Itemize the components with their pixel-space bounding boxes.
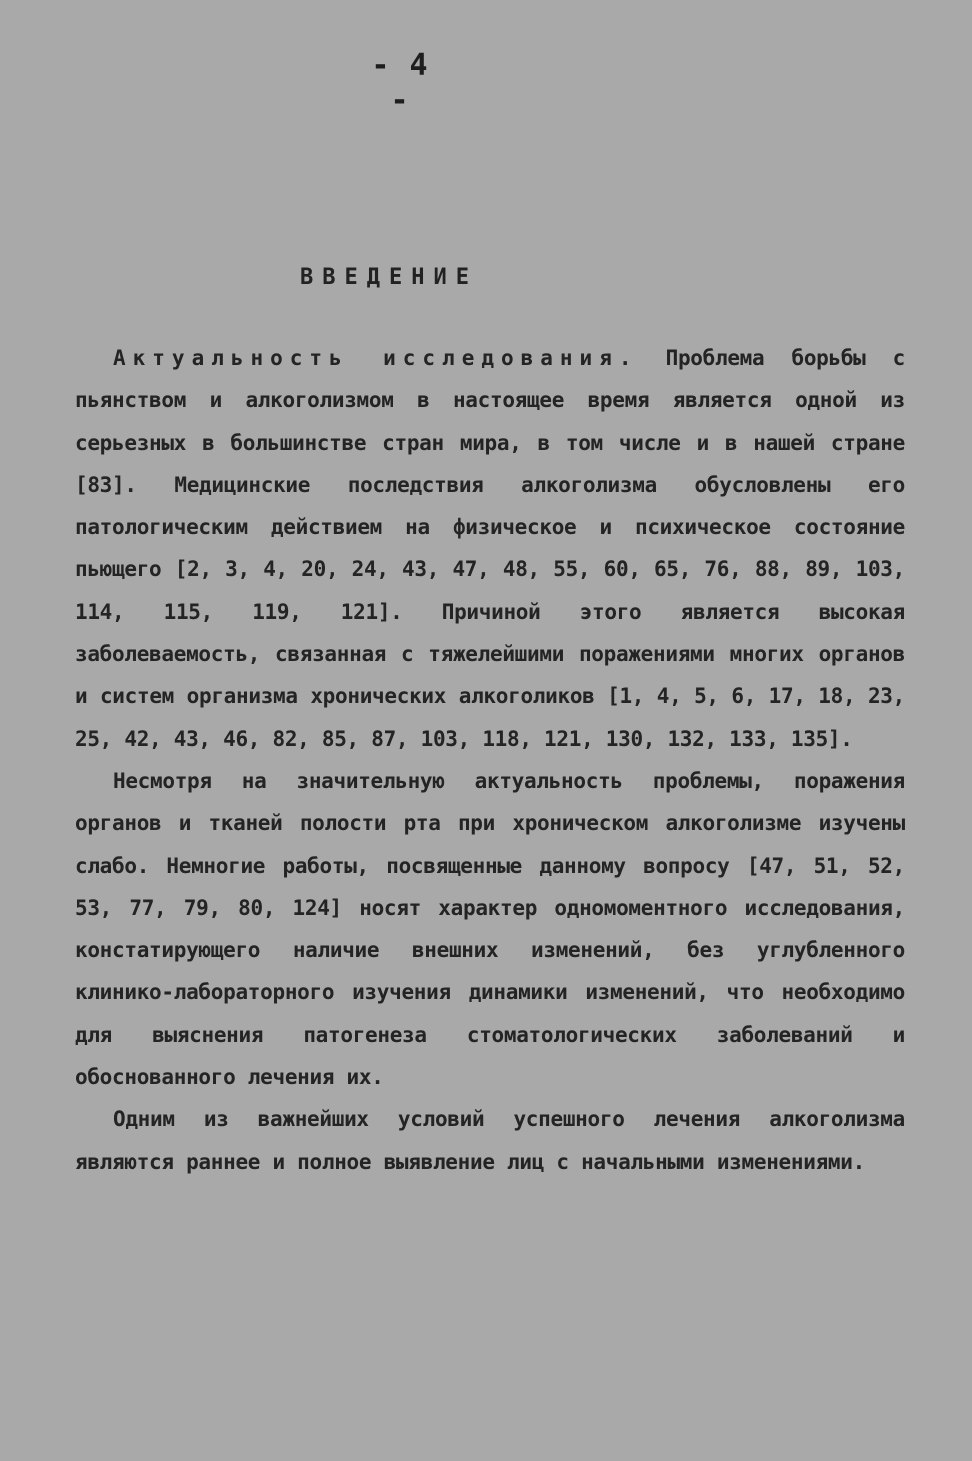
paragraph-understudied: Несмотря на значительную актуальность проблемы, поражения органов и тканей полости рта при хроническом алкоголизме изучены слабо. Немногие работы, посвященные данному вопросу [47, 51, 52, 53, 77, 79, 80, 124] носят характер одномоментного исследования, констатирующего наличие внешних изменений, без углубленного клинико-лабораторного изучения динамики изменений, что необходимо для выяснения патогенеза стоматологических заболеваний и обоснованного лечения их.	[75, 768, 905, 1090]
relevance-lead: Актуальность исследования.	[113, 346, 639, 370]
section-heading: ВВЕДЕНИЕ	[300, 265, 478, 290]
body-text	[75, 337, 905, 1183]
page-number: - 4 -	[371, 48, 429, 118]
paragraph-relevance	[75, 337, 905, 760]
paragraph-early-detection: Одним из важнейших условий успешного лечения алкоголизма являются раннее и полное выявление лиц с начальными изменениями.	[75, 1107, 905, 1174]
relevance-text: Проблема борьбы с пьянством и алкоголизмом в настоящее время является одной из серьезных в большинстве стран мира, в том числе и в нашей стране [83]. Медицинские последствия алкоголизма обусловлены его патологическим действием на физическое и психическое состояние пьющего [2, 3, 4, 20, 24, 43, 47, 48, 55, 60, 65, 76, 88, 89, 103, 114, 115, 119, 121]. Причиной этого является высокая заболеваемость, связанная с тяжелейшими поражениями многих органов и систем организма хронических алкоголиков [1, 4, 5, 6, 17, 18, 23, 25, 42, 43, 46, 82, 85, 87, 103, 118, 121, 130, 132, 133, 135].	[75, 346, 905, 751]
